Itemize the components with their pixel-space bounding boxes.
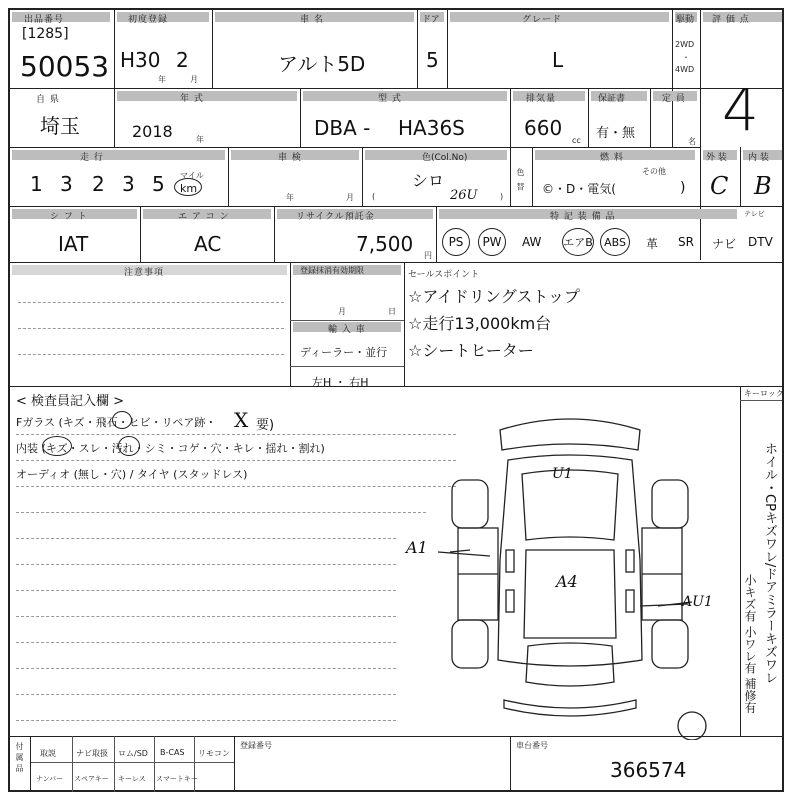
equip-airbag: エアB bbox=[563, 236, 593, 249]
glass-x-mark: X bbox=[234, 408, 249, 432]
lot-code: [1285] bbox=[22, 26, 69, 42]
inspection-line: 内装 (キズ・スレ・汚れ・シミ・コゲ・穴・キレ・揺れ・割れ) bbox=[16, 442, 325, 455]
ac: AC bbox=[194, 232, 222, 256]
divider bbox=[447, 10, 448, 88]
divider bbox=[212, 10, 213, 88]
shift: IAT bbox=[58, 232, 89, 256]
color-no: 26U bbox=[450, 188, 478, 203]
fuel-label: 燃 料 bbox=[600, 153, 624, 163]
damage-mark-u1: U1 bbox=[552, 466, 573, 482]
damage-mark-a4: A4 bbox=[556, 572, 578, 591]
recycle-label: リサイクル預託金 bbox=[296, 212, 375, 222]
month-unit: 月 bbox=[346, 193, 354, 202]
equip-navi: ナビ bbox=[712, 237, 737, 251]
accessory: ナビ取扱 bbox=[76, 749, 108, 758]
accessory: ロム/SD bbox=[118, 749, 148, 758]
eval-score: 4 bbox=[722, 76, 759, 144]
sales-point: ☆シートヒーター bbox=[408, 341, 534, 360]
accessory: B-CAS bbox=[160, 748, 185, 757]
divider bbox=[700, 10, 701, 260]
fuel-close: ) bbox=[680, 180, 686, 196]
import-label: 輸 入 車 bbox=[328, 325, 366, 335]
damage-mark-au1: AU1 bbox=[682, 594, 713, 610]
grade-label: グレード bbox=[522, 15, 563, 25]
rear-bumper-shape bbox=[504, 700, 636, 716]
divider bbox=[114, 10, 115, 88]
keylock-label: キーロック bbox=[744, 389, 784, 398]
change-label: 色 替 bbox=[516, 168, 525, 193]
inspection-line: オーディオ (無し・穴) / タイヤ (スタッドレス) bbox=[16, 468, 248, 481]
side-legend: ホイル・CPキズワレ/ドアミラーキズワレ bbox=[762, 442, 777, 685]
displacement: 660 bbox=[524, 116, 563, 140]
reg-label: 初度登録 bbox=[128, 15, 169, 25]
equip-aw: AW bbox=[522, 235, 542, 249]
year-unit: 年 bbox=[286, 193, 294, 202]
sales-point: ☆アイドリングストップ bbox=[408, 287, 580, 306]
accessories-label: 付属品 bbox=[15, 742, 24, 775]
doors: 5 bbox=[426, 48, 439, 72]
int-grade: B bbox=[754, 172, 772, 200]
day-unit: 日 bbox=[388, 307, 396, 316]
mileage-digit: 3 bbox=[122, 172, 135, 196]
accessory: スマートキー bbox=[156, 775, 198, 783]
drive-label: 駆動 bbox=[676, 15, 695, 25]
accessory: キーレス bbox=[118, 775, 146, 783]
fuel-value: ©・D・電気( bbox=[542, 182, 616, 196]
ext-label: 外 装 bbox=[706, 153, 727, 163]
door-label: ドア bbox=[422, 15, 440, 25]
shift-label: シ フ ト bbox=[50, 212, 88, 222]
mileage-digit: 3 bbox=[60, 172, 73, 196]
auction-sheet: 出品番号 [1285] 50053 初度登録 H30 2 年 月 車 名 アルト5D ドア 5 グレード L 駆動 2WD ・ 4WD 評 価 点 4 自 県 埼玉 年 式 2018 年 型 式 DBA - HA36S 排気量 660 cc 保証書 有・無 定 員 名 走 行 1 3 2 3 5 マイル km 車 検 年 月 色(Col.No) シロ 26U ( ) 色 替 燃 料 ©・D・電気( ) その他 外 装 C 内 装 B シ フ ト IAT エ ア コ ン AC リサイクル預託金 7,500 円 特 記 装 備 品 テレビ PS PW AW エアB ABS 革 SR ナビ DTV 注意事項 登録抹消有効期限 月 日 輸 入 車 ディーラー・並行 左H ・ 右H セールスポイント ☆アイドリングストップ ☆走行13,000km台 ☆シートヒーター キーロック < 検査員記入欄 > Fガラス (キズ・飛石・ヒビ・リペア跡・ X 要) 内装 (キズ・スレ・汚れ・シミ・コゲ・穴・キレ・揺れ・割れ) オーディオ (無し・穴) / タイヤ (スタッドレス) U1 A1 A4 AU1 ホイル・CPキズワレ/ドアミラーキズワレ 小キズ有 小ワレ有 補修有 付属品 取説 ナビ取扱 ロム/SD B-CAS リモコン ナンバー スペアキー キーレス スマートキー 登録番号 車台番号 366574 bbox=[8, 8, 784, 792]
equip-abs-circle bbox=[600, 228, 630, 256]
front-bumper-shape bbox=[500, 419, 640, 450]
pref-label: 自 県 bbox=[36, 95, 60, 105]
equip-leather: 革 bbox=[646, 237, 659, 251]
inspection-title: < 検査員記入欄 > bbox=[16, 394, 125, 409]
circle-mark bbox=[118, 436, 140, 456]
equip-label: 特 記 装 備 品 bbox=[550, 212, 616, 222]
reg-month: 2 bbox=[176, 48, 189, 72]
model-code: HA36S bbox=[398, 116, 465, 140]
circle-mark bbox=[112, 411, 132, 429]
equip-abs: ABS bbox=[604, 235, 626, 249]
accessory: スペアキー bbox=[74, 775, 109, 783]
equip-ps: PS bbox=[448, 235, 464, 249]
accessory: ナンバー bbox=[36, 775, 64, 783]
prefecture: 埼玉 bbox=[40, 114, 80, 138]
equip-pw: PW bbox=[482, 235, 502, 249]
dealer-option: ディーラー・並行 bbox=[300, 346, 388, 359]
reg-era: H30 bbox=[120, 48, 161, 72]
lot-label: 出品番号 bbox=[24, 15, 65, 25]
ext-grade: C bbox=[710, 172, 729, 200]
model-prefix: DBA - bbox=[314, 116, 371, 140]
divider bbox=[417, 10, 418, 88]
grade: L bbox=[552, 48, 564, 72]
car-body-outline bbox=[498, 455, 642, 666]
month-unit: 月 bbox=[190, 75, 198, 84]
eval-label: 評 価 点 bbox=[712, 15, 750, 25]
color-label: 色(Col.No) bbox=[422, 153, 468, 163]
equip-pw-circle bbox=[478, 228, 506, 256]
rec-value: 有・無 bbox=[596, 126, 636, 141]
recycle: 7,500 bbox=[356, 232, 414, 256]
fuel-other: その他 bbox=[642, 167, 666, 176]
km-unit: km bbox=[180, 182, 198, 195]
cap-unit: 名 bbox=[688, 137, 696, 146]
inspection-line: Fガラス (キズ・飛石・ヒビ・リペア跡・ bbox=[16, 416, 217, 429]
cc-label: 排気量 bbox=[526, 94, 557, 104]
sales-label: セールスポイント bbox=[408, 270, 480, 280]
circle-mark bbox=[42, 436, 72, 456]
mileage-label: 走 行 bbox=[80, 153, 104, 163]
ac-label: エ ア コ ン bbox=[178, 212, 230, 222]
equip-ps-circle bbox=[442, 228, 470, 256]
equip-dtv: DTV bbox=[748, 235, 773, 249]
equip-sr: SR bbox=[678, 235, 694, 249]
roof-shape bbox=[524, 550, 616, 638]
divider bbox=[10, 88, 782, 89]
mile-unit: マイル bbox=[180, 171, 204, 180]
chassis-label: 車台番号 bbox=[516, 741, 548, 750]
mileage-digit: 1 bbox=[30, 172, 43, 196]
drive-2wd: 2WD bbox=[675, 40, 695, 49]
mileage-digit: 5 bbox=[152, 172, 165, 196]
lot-number: 50053 bbox=[20, 50, 110, 83]
equip-airbag-circle bbox=[562, 228, 594, 256]
regdate-label: 登録抹消有効期限 bbox=[300, 266, 364, 275]
accessory: 取説 bbox=[40, 749, 56, 758]
car-name: アルト5D bbox=[278, 52, 366, 76]
side-legend-2: 小キズ有 小ワレ有 補修有 bbox=[743, 574, 757, 714]
mileage-digit: 2 bbox=[92, 172, 105, 196]
chassis-number: 366574 bbox=[610, 758, 687, 782]
model-year-label: 年 式 bbox=[180, 94, 204, 104]
cc-unit: cc bbox=[572, 136, 581, 145]
year-unit: 年 bbox=[196, 135, 204, 144]
rec-label: 保証書 bbox=[598, 94, 626, 104]
inspect-label: 車 検 bbox=[278, 153, 302, 163]
int-label: 内 装 bbox=[748, 153, 769, 163]
yen: 円 bbox=[424, 251, 432, 260]
cap-label: 定 員 bbox=[662, 94, 686, 104]
divider bbox=[672, 10, 673, 147]
drive-4wd: 4WD bbox=[675, 65, 695, 74]
year-unit: 年 bbox=[158, 75, 166, 84]
model-label: 型 式 bbox=[378, 94, 402, 104]
damage-mark-a1: A1 bbox=[406, 538, 428, 557]
tv-label: テレビ bbox=[744, 210, 765, 218]
handle-option: 左H ・ 右H bbox=[312, 376, 369, 389]
km-circle-mark bbox=[174, 178, 202, 196]
sales-point: ☆走行13,000km台 bbox=[408, 314, 552, 333]
inspection-line-end: 要) bbox=[256, 418, 275, 433]
car-name-label: 車 名 bbox=[300, 15, 324, 25]
month-unit: 月 bbox=[338, 307, 346, 316]
caution-label: 注意事項 bbox=[124, 268, 165, 278]
reg-no-label: 登録番号 bbox=[240, 741, 272, 750]
accessory: リモコン bbox=[198, 749, 230, 758]
model-year: 2018 bbox=[132, 122, 173, 141]
color: シロ bbox=[412, 171, 445, 190]
